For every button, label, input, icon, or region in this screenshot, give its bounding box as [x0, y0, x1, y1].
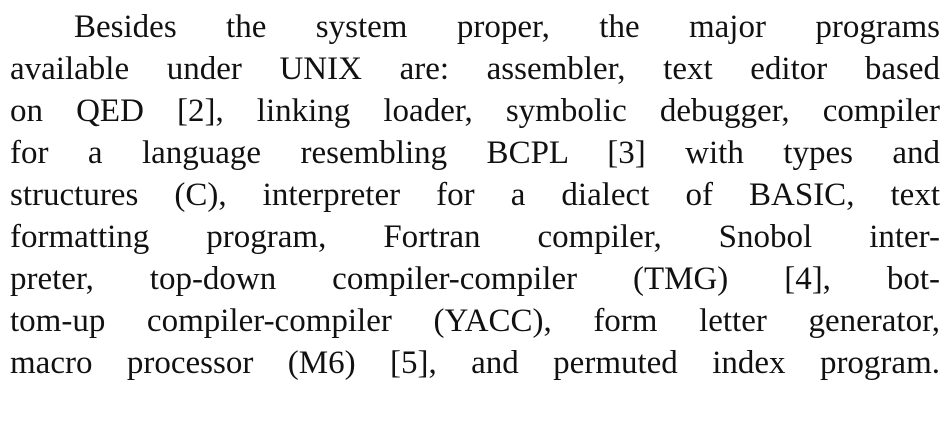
paragraph-line-6: formatting program, Fortran compiler, Snobol inter- [10, 219, 940, 255]
paragraph-line-2: available under UNIX are: assembler, text editor based [10, 51, 940, 87]
paragraph-line-3: on QED [2], linking loader, symbolic debugger, compiler [10, 93, 940, 129]
paragraph-line-9: macro processor (M6) [5], and permuted index program. [10, 345, 940, 381]
body-paragraph [10, 6, 940, 384]
paragraph-line-8: tom-up compiler-compiler (YACC), form letter generator, [10, 303, 940, 339]
paragraph-line-1: Besides the system proper, the major programs [74, 9, 940, 45]
paragraph-line-5: structures (C), interpreter for a dialect of BASIC, text [10, 177, 940, 213]
paragraph-line-4: for a language resembling BCPL [3] with types and [10, 135, 940, 171]
paragraph-line-7: preter, top-down compiler-compiler (TMG) [4], bot- [10, 261, 940, 297]
